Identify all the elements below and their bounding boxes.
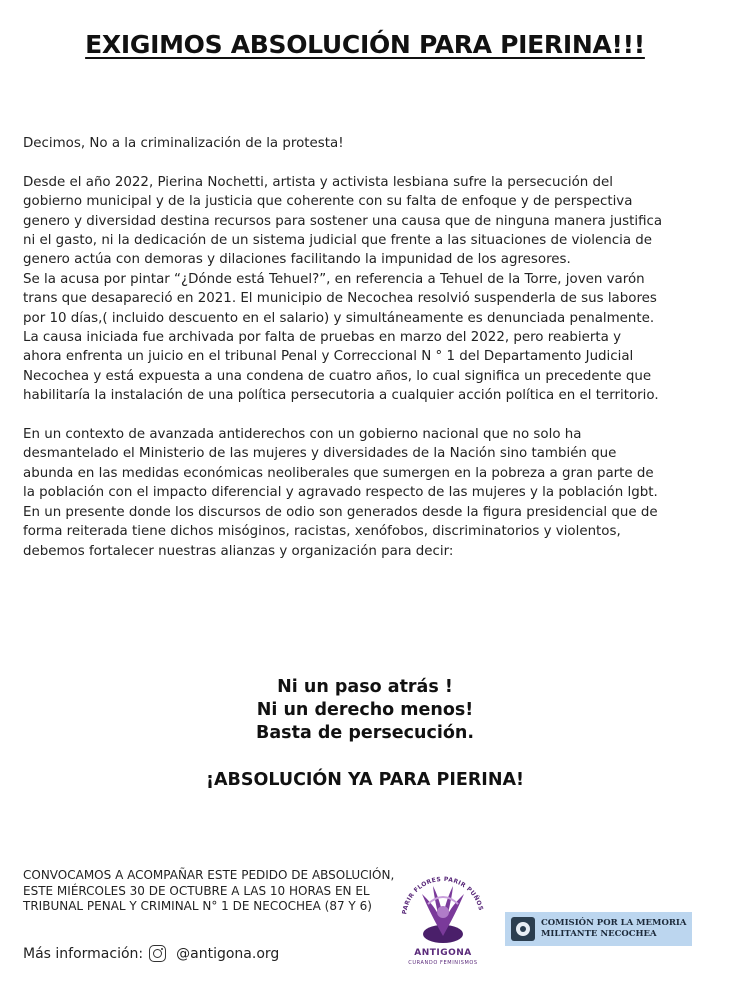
intro-paragraph: Decimos, No a la criminalización de la protesta! xyxy=(23,136,344,151)
instagram-handle[interactable]: @antigona.org xyxy=(176,945,280,962)
comision-line: COMISIÓN POR LA MEMORIA xyxy=(541,918,687,928)
page-title: EXIGIMOS ABSOLUCIÓN PARA PIERINA!!! xyxy=(85,30,645,59)
slogan-line: Basta de persecución. xyxy=(256,723,474,743)
antigona-emblem xyxy=(398,860,488,948)
paragraph-present: En un presente donde los discursos de odio son generados desde la figura presidencial que de forma reiterada tiene dichos misóginos, racistas, xenófobos, discriminatorios y violentos, debemos fortalecer nuestras alianzas y organización para decir: xyxy=(23,504,658,559)
more-info xyxy=(23,945,279,962)
comision-emblem-icon xyxy=(511,917,535,941)
comision-text xyxy=(541,918,687,940)
logo-name: ANTIGONA xyxy=(414,948,472,958)
instagram-icon xyxy=(149,945,166,962)
body-text xyxy=(23,134,663,561)
comision-banner xyxy=(505,912,692,946)
paragraph-context: En un contexto de avanzada antiderechos con un gobierno nacional que no solo ha desmantelado el Ministerio de las mujeres y diversidades de la Nación sino también que abunda en las medidas económicas neoliberales que sumergen en la pobreza a gran parte de la población con el impacto diferencial y agravado respecto de las mujeres y la población lgbt. xyxy=(23,427,658,501)
more-info-label: Más información: xyxy=(23,945,144,962)
paragraph-case: La causa iniciada fue archivada por falta de pruebas en marzo del 2022, pero reabierta y ahora enfrenta un juicio en el tribunal Penal y Correccional N ° 1 del Departamento Judicial Necochea y está expuesta a una condena de cuatro años, lo cual significa un precedente que habilitaría la instalación de una política persecutoria a cualquier acción política en el territorio. xyxy=(23,330,659,404)
paragraph-accusation: Se la acusa por pintar “¿Dónde está Tehuel?”, en referencia a Tehuel de la Torre, joven varón trans que desapareció en 2021. El municipio de Necochea resolvió suspenderla de sus labores por 10 días,( incluido descuento en el salario) y simultáneamente es denunciada penalmente. xyxy=(23,271,657,326)
antigona-logo xyxy=(398,860,488,970)
comision-line: MILITANTE NECOCHEA xyxy=(541,929,657,939)
slogan-line: Ni un derecho menos! xyxy=(256,700,474,720)
logo-tagline: CURANDO FEMINISMOS xyxy=(408,960,478,966)
slogans xyxy=(0,676,730,745)
slogan-line: Ni un paso atrás ! xyxy=(277,677,453,697)
call-to-action: CONVOCAMOS A ACOMPAÑAR ESTE PEDIDO DE ABSOLUCIÓN, ESTE MIÉRCOLES 30 DE OCTUBRE A LAS 10 HORAS EN EL TRIBUNAL PENAL Y CRIMINAL N° 1 DE NECOCHEA (87 Y 6) xyxy=(23,868,395,913)
paragraph-persecution: Desde el año 2022, Pierina Nochetti, artista y activista lesbiana sufre la persecución del gobierno municipal y de la justicia que coherente con su falta de enfoque y de perspectiva genero y diversidad destina recursos para sostener una causa que de ninguna manera justifica ni el gasto, ni la dedicación de un sistema judicial que frente a las situaciones de violencia de genero actúa con demoras y dilaciones facilitando la impunidad de los agresores. xyxy=(23,174,663,268)
absolution-slogan: ¡ABSOLUCIÓN YA PARA PIERINA! xyxy=(205,770,524,790)
logo-arc-text: PARIR FLORES PARIR PUÑOS xyxy=(401,875,485,915)
